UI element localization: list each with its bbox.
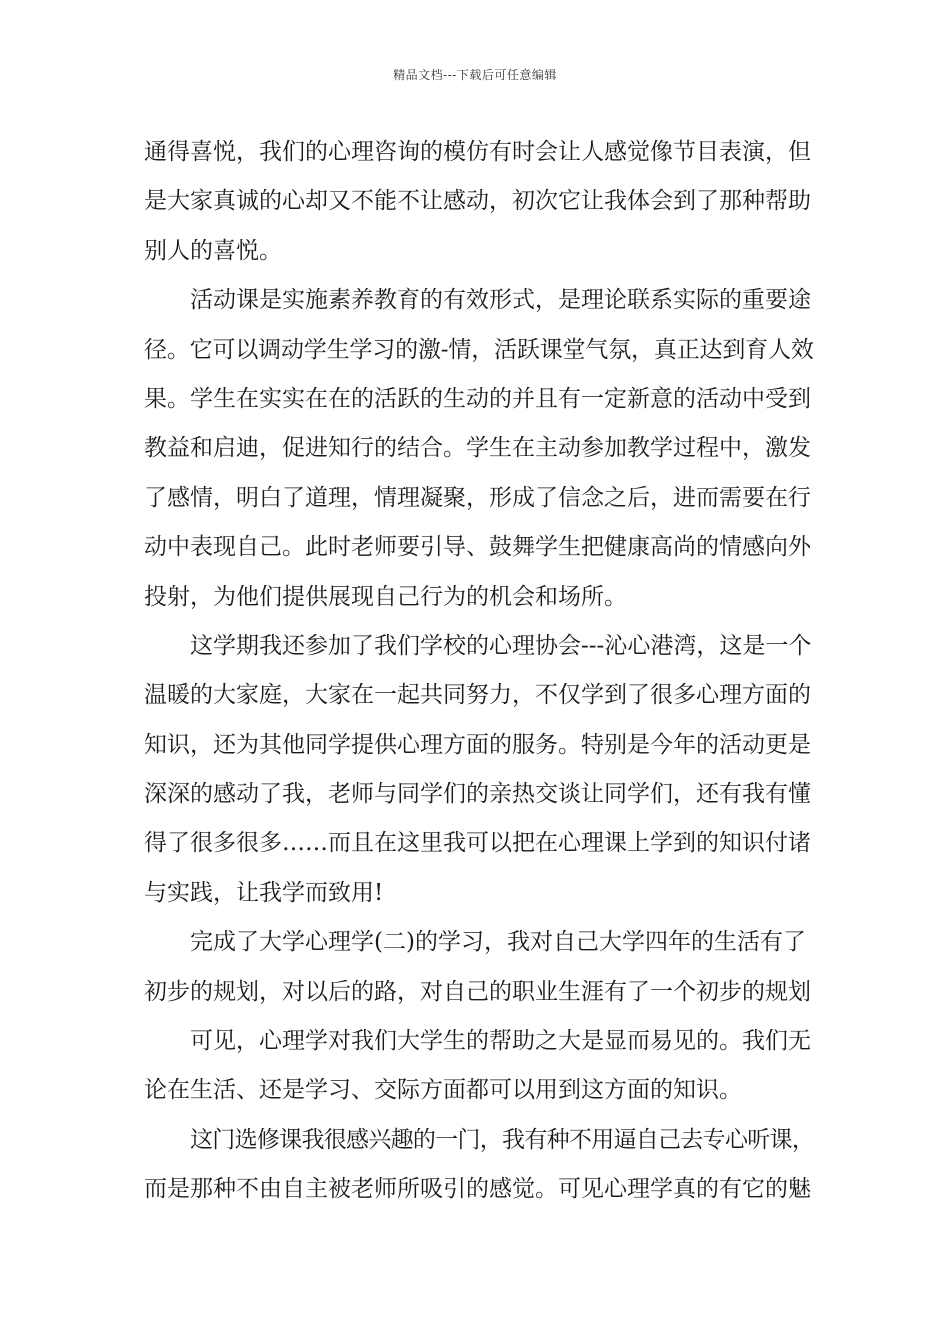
page-header: 精品文档---下载后可任意编辑 — [393, 68, 557, 82]
text-line: 而是那种不由自主被老师所吸引的感觉。可见心理学真的有它的魅 — [144, 1176, 811, 1203]
text-line: 通得喜悦，我们的心理咨询的模仿有时会让人感觉像节目表演，但 — [144, 139, 811, 165]
text-line: 了感情，明白了道理，情理凝聚，形成了信念之后，进而需要在行 — [144, 484, 811, 511]
document-body — [144, 128, 814, 1215]
text-line: 动中表现自己。此时老师要引导、鼓舞学生把健康高尚的情感向外 — [144, 534, 811, 561]
text-line: 可见，心理学对我们大学生的帮助之大是显而易见的。我们无 — [190, 1028, 811, 1055]
text-line: 教益和启迪，促进知行的结合。学生在主动参加教学过程中，激发 — [144, 435, 811, 462]
text-line: 完成了大学心理学(二)的学习，我对自己大学四年的生活有了 — [190, 929, 806, 956]
text-line: 初步的规划，对以后的路，对自己的职业生涯有了一个初步的规划 — [144, 978, 811, 1005]
text-line: 是大家真诚的心却又不能不让感动，初次它让我体会到了那种帮助 — [144, 188, 811, 215]
text-line: 投射，为他们提供展现自己行为的机会和场所。 — [144, 583, 627, 610]
text-line: 这门选修课我很感兴趣的一门，我有种不用逼自己去专心听课， — [190, 1126, 815, 1153]
text-line: 果。学生在实实在在的活跃的生动的并且有一定新意的活动中受到 — [144, 385, 811, 412]
text-line: 径。它可以调动学生学习的激-情，活跃课堂气氛，真正达到育人效 — [144, 336, 814, 363]
text-line: 知识，还为其他同学提供心理方面的服务。特别是今年的活动更是 — [144, 731, 811, 758]
text-line: 活动课是实施素养教育的有效形式，是理论联系实际的重要途 — [190, 287, 811, 314]
text-line: 温暖的大家庭，大家在一起共同努力，不仅学到了很多心理方面的 — [144, 682, 811, 709]
text-line: 别人的喜悦。 — [144, 237, 282, 264]
text-line: 深深的感动了我，老师与同学们的亲热交谈让同学们，还有我有懂 — [144, 781, 811, 808]
text-line: 这学期我还参加了我们学校的心理协会---沁心港湾，这是一个 — [190, 632, 812, 659]
text-line: 得了很多很多……而且在这里我可以把在心理课上学到的知识付诸 — [144, 830, 811, 857]
text-line: 与实践，让我学而致用! — [144, 879, 384, 906]
text-line: 论在生活、还是学习、交际方面都可以用到这方面的知识。 — [144, 1077, 742, 1104]
